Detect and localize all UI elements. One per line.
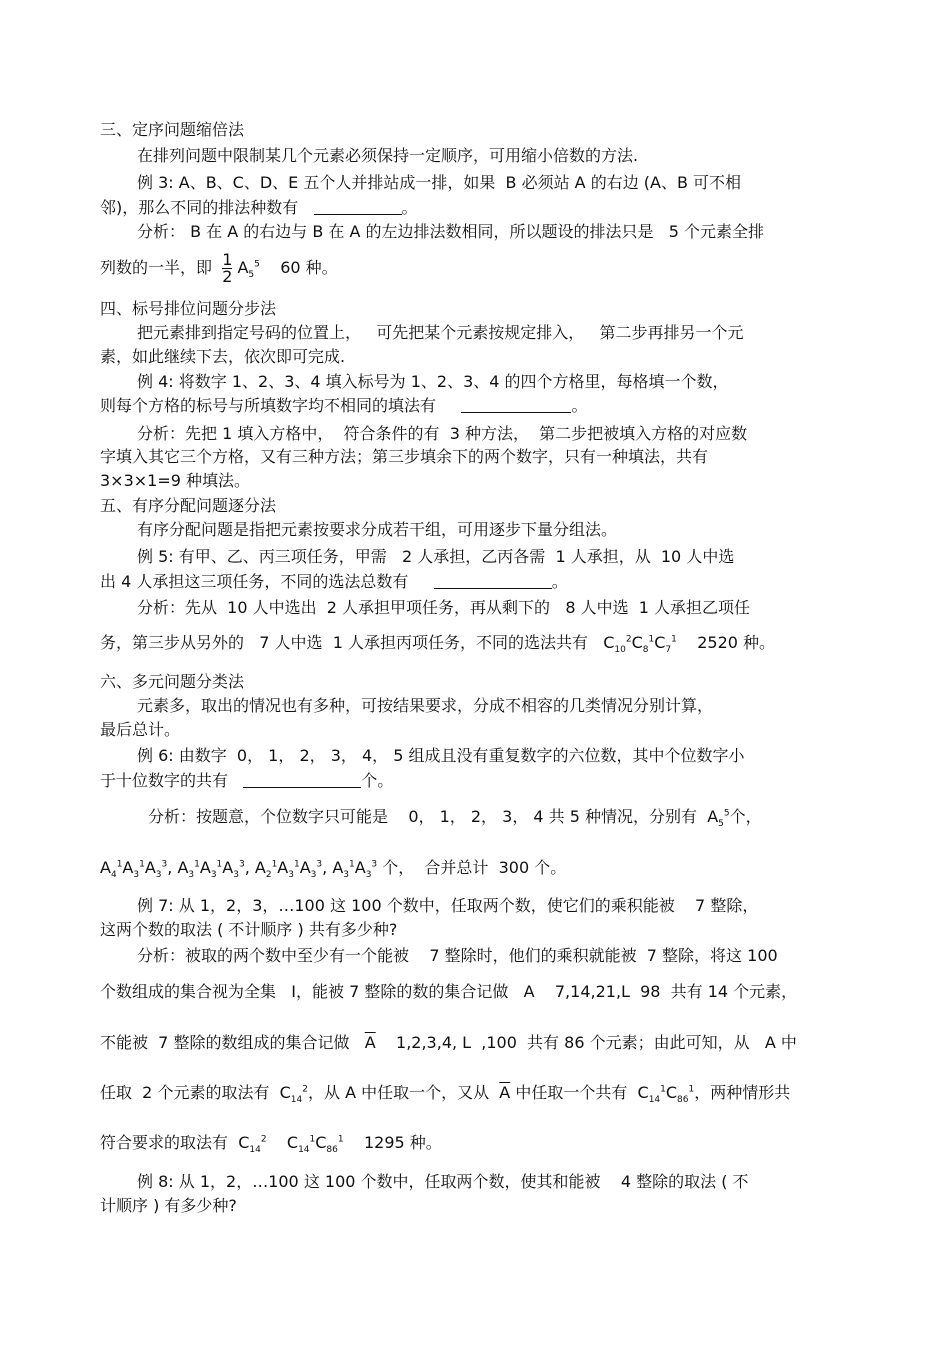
analysis-7-line-1: 分析：被取的两个数中至少有一个能被 7 整除时，他们的乘积就能被 7 整除，将这 100 [137, 946, 778, 965]
paragraph: 把元素排到指定号码的位置上， 可先把某个元素按规定排入， 第二步再排另一个元 [137, 323, 744, 342]
section-heading-6: 六、多元问题分类法 [100, 672, 245, 691]
answer-blank [314, 200, 402, 215]
example-8-line-1: 例 8: 从 1，2，…100 这 100 个数中，任取两个数，使其和能被 4 整除的取法 ( 不 [137, 1172, 749, 1191]
section-heading-5: 五、有序分配问题逐分法 [100, 496, 277, 515]
example-8-line-2: 计顺序 ) 有多少种? [100, 1196, 237, 1215]
paragraph: 有序分配问题是指把元素按要求分成若干组，可用逐步下量分组法。 [137, 520, 618, 539]
example-7-line-2: 这两个数的取法 ( 不计顺序 ) 共有多少种? [100, 920, 398, 939]
analysis-7-line-2: 个数组成的集合视为全集 I，能被 7 整除的数的集合记做 A 7,14,21,L 98 共有 14 个元素， [100, 982, 798, 1001]
analysis-5-line-1: 分析：先从 10 人中选出 2 人承担甲项任务，再从剩下的 8 人中选 1 人承担乙项任 [137, 598, 751, 617]
paragraph: 元素多，取出的情况也有多种，可按结果要求，分成不相容的几类情况分别计算， [137, 696, 714, 715]
example-6-line-2: 于十位数字的共有 个。 [100, 771, 394, 790]
paragraph: 在排列问题中限制某几个元素必须保持一定顺序，可用缩小倍数的方法. [137, 146, 639, 165]
example-6-line-1: 例 6: 由数字 0， 1， 2， 3， 4， 5 组成且没有重复数字的六位数，其中个位数字小 [137, 746, 745, 765]
analysis-4-line-3: 3×3×1=9 种填法。 [100, 471, 251, 490]
analysis-7-line-4: 任取 2 个元素的取法有 $C_{14}^2$，从 A 中任取一个，又从 $\overline{A}$ 中任取一个共有 $C_{14}^1C_{86}^1$，两种情形共 [100, 1083, 791, 1106]
analysis-6-line-2: $A_4^1A_3^1A_3^3$, $A_3^1A_3^1A_3^3$, $A_2^1A_3^1A_3^3$, $A_3^1A_3^3$ 个， 合并总计 300 个。 [100, 858, 567, 881]
answer-blank [434, 574, 552, 589]
example-5-line-1: 例 5: 有甲、乙、丙三项任务，甲需 2 人承担，乙丙各需 1 人承担，从 10 人中选 [137, 547, 735, 566]
analysis-4-line-1: 分析：先把 1 填入方格中， 符合条件的有 3 种方法， 第二步把被填入方格的对应数 [137, 424, 748, 443]
paragraph: 最后总计。 [100, 720, 181, 739]
answer-blank [461, 398, 571, 413]
analysis-5-line-2: 务，第三步从另外的 7 人中选 1 人承担丙项任务，不同的选法共有 $C_{10}^2C_8^1C_7^1$ 2520 种。 [100, 633, 776, 656]
analysis-3-line-1: 分析： B 在 A 的右边与 B 在 A 的左边排法数相同，所以题设的排法只是 5 个元素全排 [137, 222, 765, 241]
fraction-half: $\frac{1}{2}$ [222, 250, 233, 286]
example-7-line-1: 例 7: 从 1，2，3，…100 这 100 个数中，任取两个数，使它们的乘积能被 7 整除， [137, 896, 759, 915]
paragraph: 素，如此继续下去，依次即可完成. [100, 347, 346, 366]
section-heading-4: 四、标号排位问题分步法 [100, 299, 277, 318]
example-3-line-2: 邻)，那么不同的排法种数有 。 [100, 198, 418, 217]
analysis-7-line-3: 不能被 7 整除的数组成的集合记做 $\overline{A}$ 1,2,3,4, L ,100 共有 86 个元素；由此可知，从 A 中 [100, 1033, 797, 1052]
analysis-7-line-5: 符合要求的取法有 $C_{14}^2$ $C_{14}^1C_{86}^1$ 1295 种。 [100, 1133, 442, 1156]
example-5-line-2: 出 4 人承担这三项任务，不同的选法总数有 。 [100, 572, 568, 591]
example-4-line-2: 则每个方格的标号与所填数字均不相同的填法有 。 [100, 396, 588, 415]
analysis-3-line-2: 列数的一半，即 $\frac{1}{2}$ $A_5^5$ 60 种。 [100, 250, 338, 286]
example-3-line-1: 例 3: A、B、C、D、E 五个人并排站成一排，如果 B 必须站 A 的右边 (A、B 可不相 [137, 173, 742, 192]
section-heading-3: 三、定序问题缩倍法 [100, 120, 245, 139]
example-4-line-1: 例 4: 将数字 1、2、3、4 填入标号为 1、2、3、4 的四个方格里，每格填一个数， [137, 372, 729, 391]
answer-blank [243, 773, 361, 788]
analysis-4-line-2: 字填入其它三个方格，又有三种方法；第三步填余下的两个数字，只有一种填法，共有 [100, 447, 709, 466]
analysis-6-line-1: 分析：按题意，个位数字只可能是 0， 1， 2， 3， 4 共 5 种情况，分别有 $A_5^5$个， [148, 807, 762, 830]
